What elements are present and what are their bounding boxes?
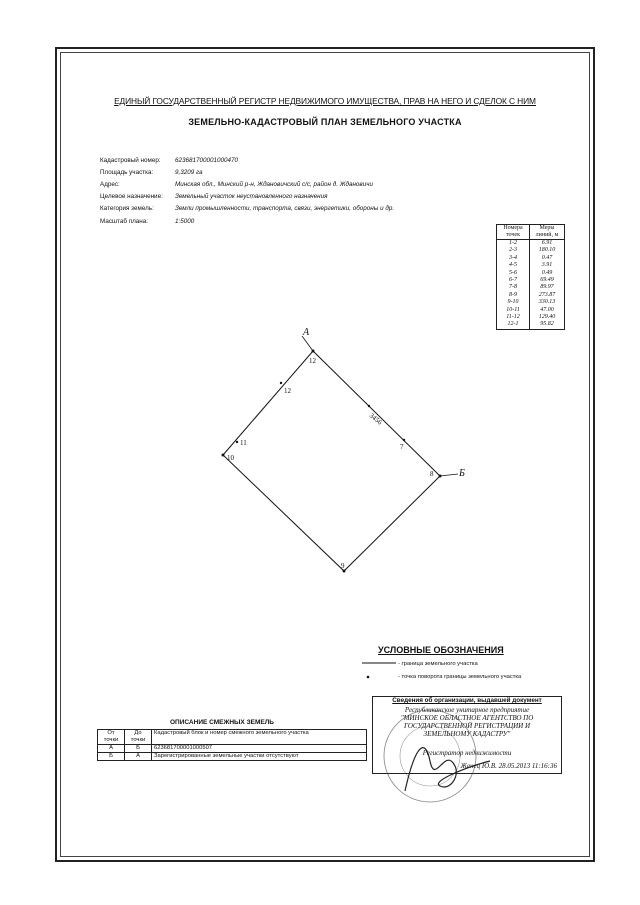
legend-title: УСЛОВНЫЕ ОБОЗНАЧЕНИЯ bbox=[378, 645, 504, 655]
legend-symbols bbox=[360, 660, 400, 680]
boundary-point bbox=[222, 454, 225, 457]
land-category-label: Категория земель: bbox=[100, 205, 154, 212]
segment-points: 7-8 bbox=[497, 284, 530, 291]
point-label: 9 bbox=[341, 562, 345, 570]
segment-length: 3.91 bbox=[530, 262, 565, 269]
boundary-point bbox=[312, 350, 315, 353]
point-label: 7 bbox=[400, 443, 404, 451]
to-point: А bbox=[125, 753, 152, 761]
points-column-header: Номера точек bbox=[497, 225, 530, 240]
segment-points: 10-11 bbox=[497, 307, 530, 314]
boundary-point bbox=[280, 382, 282, 384]
to-point-header: До точки bbox=[125, 730, 152, 745]
parcel-boundary bbox=[223, 351, 440, 571]
corner-b-leader bbox=[440, 474, 458, 476]
area-label: Площадь участка: bbox=[100, 169, 154, 176]
neighbor-parcel: Зарегистрированные земельные участки отсутствуют bbox=[152, 753, 367, 761]
boundary-point bbox=[236, 441, 238, 443]
area-value: 9,3209 га bbox=[175, 169, 203, 176]
segment-length: 95.82 bbox=[530, 321, 565, 329]
point-label: 8 bbox=[430, 470, 434, 478]
corner-b-label: Б bbox=[459, 468, 465, 479]
corner-a-leader bbox=[302, 336, 313, 351]
purpose-value: Земельный участок неустановленного назначения bbox=[175, 193, 328, 200]
segment-length: 47.00 bbox=[530, 307, 565, 314]
boundary-point bbox=[403, 439, 405, 441]
point-label: 12 bbox=[284, 387, 291, 395]
segment-points: 11-12 bbox=[497, 314, 530, 321]
segment-points: 12-1 bbox=[497, 321, 530, 329]
segment-length: 180.10 bbox=[530, 247, 565, 254]
purpose-label: Целевое назначение: bbox=[100, 193, 163, 200]
segment-length: 0.47 bbox=[530, 255, 565, 262]
registry-header: ЕДИНЫЙ ГОСУДАРСТВЕННЫЙ РЕГИСТР НЕДВИЖИМОГО ИМУЩЕСТВА, ПРАВ НА НЕГО И СДЕЛОК С НИМ bbox=[114, 96, 536, 106]
scale-value: 1:5000 bbox=[175, 218, 195, 225]
neighbor-parcel-header: Кадастровый блок и номер смежного земельного участка bbox=[152, 730, 367, 745]
cadastral-number-value: 623681700001000470 bbox=[175, 157, 239, 164]
organization-heading: Сведения об организации, выдавшей документ bbox=[392, 697, 542, 704]
adjacent-lands-title: ОПИСАНИЕ СМЕЖНЫХ ЗЕМЕЛЬ bbox=[170, 719, 274, 726]
boundary-point bbox=[368, 405, 370, 407]
neighbor-parcel: 623681700001000507 bbox=[152, 745, 367, 753]
lengths-column-header: Меры линий, м bbox=[530, 225, 565, 240]
segment-length: 89.97 bbox=[530, 284, 565, 291]
turn-point-symbol bbox=[367, 676, 370, 679]
scale-label: Масштаб плана: bbox=[100, 218, 149, 225]
table-row bbox=[98, 753, 367, 761]
segment-points: 3-4 bbox=[497, 255, 530, 262]
to-point: Б bbox=[125, 745, 152, 753]
segment-points: 4-5 bbox=[497, 262, 530, 269]
point-label: 11 bbox=[240, 439, 247, 447]
organization-line: ЗЕМЕЛЬНОМУ КАДАСТРУ" bbox=[423, 730, 511, 738]
point-label: 3456 bbox=[367, 411, 384, 427]
segment-points: 6-7 bbox=[497, 277, 530, 284]
boundary-points bbox=[222, 350, 442, 573]
table-row bbox=[98, 745, 367, 753]
segment-points: 2-3 bbox=[497, 247, 530, 254]
legend-point-text: - точка поворота границы земельного участка bbox=[398, 674, 522, 680]
boundary-point bbox=[439, 475, 442, 478]
segment-length: 6.91 bbox=[530, 240, 565, 248]
point-label: 12 bbox=[309, 357, 316, 365]
segment-points: 1-2 bbox=[497, 240, 530, 248]
cadastral-number-label: Кадастровый номер: bbox=[100, 157, 161, 164]
organization-line: Республиканское унитарное предприятие bbox=[404, 706, 530, 714]
registrar-signature-date: Женец Ю.В. 28.05.2013 11:16:36 bbox=[460, 762, 557, 770]
legend-boundary-text: - граница земельного участка bbox=[398, 661, 478, 667]
signature bbox=[405, 748, 490, 791]
segment-points: 5-6 bbox=[497, 270, 530, 277]
registrar-title: Регистратор недвижимости bbox=[422, 749, 512, 757]
point-label: 10 bbox=[227, 454, 234, 462]
corner-a-label: А bbox=[303, 327, 310, 338]
from-point: А bbox=[98, 745, 125, 753]
segment-length: 0.49 bbox=[530, 270, 565, 277]
segment-length: 330.13 bbox=[530, 299, 565, 306]
address-label: Адрес: bbox=[100, 181, 120, 188]
from-point: Б bbox=[98, 753, 125, 761]
segment-points: 9-10 bbox=[497, 299, 530, 306]
segment-points: 8-9 bbox=[497, 292, 530, 299]
land-category-value: Земли промышленности, транспорта, связи, энергетики, обороны и др. bbox=[175, 205, 395, 212]
segment-length: 273.87 bbox=[530, 292, 565, 299]
adjacent-lands-table bbox=[97, 729, 367, 761]
from-point-header: От точки bbox=[98, 730, 125, 745]
organization-line: ГОСУДАРСТВЕННОЙ РЕГИСТРАЦИИ И bbox=[403, 722, 531, 730]
round-seal-stamp bbox=[360, 706, 560, 816]
segment-length: 69.49 bbox=[530, 277, 565, 284]
segment-length: 129.40 bbox=[530, 314, 565, 321]
address-value: Минская обл., Минский р-н, Ждановичский с/с, район д. Ждановичи bbox=[175, 181, 373, 188]
organization-line: "МИНСКОЕ ОБЛАСТНОЕ АГЕНТСТВО ПО bbox=[400, 714, 534, 722]
plan-title: ЗЕМЕЛЬНО-КАДАСТРОВЫЙ ПЛАН ЗЕМЕЛЬНОГО УЧАСТКА bbox=[188, 117, 462, 127]
